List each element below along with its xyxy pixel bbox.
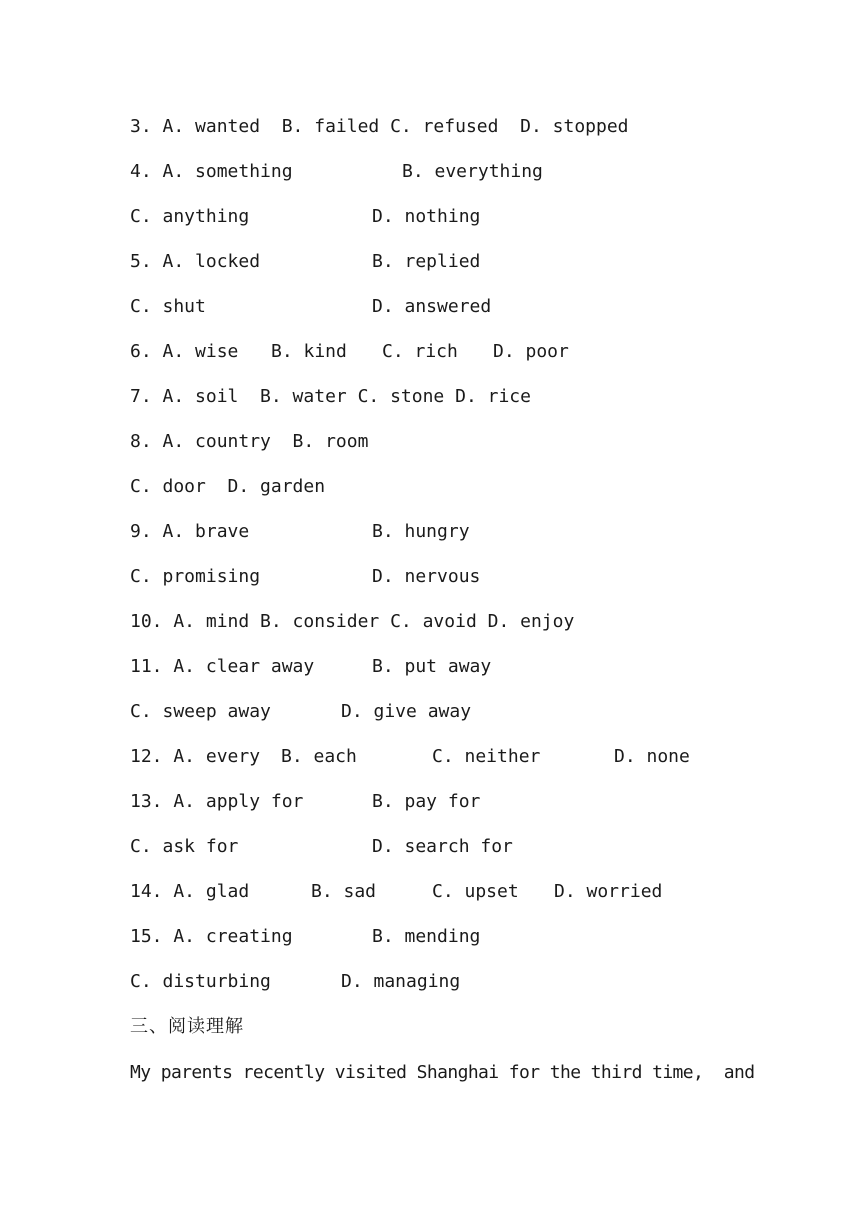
option-text: D. poor: [493, 341, 569, 362]
question-line: [130, 924, 481, 950]
option-text: 10. A. mind B. consider C. avoid D. enjoy: [130, 611, 575, 632]
option-text: 8. A. country B. room: [130, 431, 369, 452]
option-text: D. search for: [372, 836, 513, 857]
option-text: C. neither: [432, 746, 541, 767]
option-text: C. disturbing: [130, 971, 271, 992]
question-line: [130, 699, 472, 725]
question-line: [130, 249, 481, 275]
option-text: C. rich: [382, 341, 458, 362]
option-text: B. put away: [372, 656, 492, 677]
option-text: B. pay for: [372, 791, 481, 812]
option-text: C. shut: [130, 296, 206, 317]
option-text: B. kind: [271, 341, 347, 362]
question-line: [130, 564, 481, 590]
option-text: 4. A. something: [130, 161, 293, 182]
option-text: 7. A. soil B. water C. stone D. rice: [130, 386, 531, 407]
section-heading: 三、阅读理解: [130, 1016, 244, 1037]
option-text: D. worried: [554, 881, 663, 902]
option-text: B. replied: [372, 251, 481, 272]
option-text: 15. A. creating: [130, 926, 293, 947]
option-text: B. each: [281, 746, 357, 767]
question-line: [130, 159, 543, 185]
option-text: 3. A. wanted B. failed C. refused D. stopped: [130, 116, 629, 137]
option-text: C. promising: [130, 566, 261, 587]
question-line: [130, 879, 663, 905]
question-line: [130, 519, 470, 545]
option-text: D. nothing: [372, 206, 481, 227]
option-text: C. upset: [432, 881, 519, 902]
question-line: [130, 969, 461, 995]
option-text: C. sweep away: [130, 701, 271, 722]
option-text: 11. A. clear away: [130, 656, 315, 677]
option-text: B. everything: [402, 161, 543, 182]
question-line: [130, 294, 492, 320]
option-text: 9. A. brave: [130, 521, 250, 542]
question-line: [130, 474, 326, 500]
option-text: B. mending: [372, 926, 481, 947]
option-text: 6. A. wise: [130, 341, 239, 362]
question-line: [130, 834, 513, 860]
question-line: [130, 744, 690, 770]
question-line: [130, 384, 531, 410]
option-text: D. give away: [341, 701, 472, 722]
option-text: 12. A. every: [130, 746, 261, 767]
option-text: D. nervous: [372, 566, 481, 587]
question-line: [130, 429, 369, 455]
question-line: [130, 114, 629, 140]
option-text: C. ask for: [130, 836, 239, 857]
question-line: [130, 789, 481, 815]
question-line: [130, 339, 569, 365]
option-text: B. sad: [311, 881, 377, 902]
option-text: 14. A. glad: [130, 881, 250, 902]
option-text: 5. A. locked: [130, 251, 261, 272]
question-line: [130, 609, 575, 635]
option-text: C. anything: [130, 206, 250, 227]
question-line: [130, 204, 481, 230]
option-text: D. none: [614, 746, 690, 767]
option-text: D. managing: [341, 971, 461, 992]
option-text: B. hungry: [372, 521, 470, 542]
option-text: C. door D. garden: [130, 476, 326, 497]
option-text: 13. A. apply for: [130, 791, 304, 812]
reading-passage-line: My parents recently visited Shanghai for the third time, and: [130, 1062, 755, 1083]
question-line: [130, 654, 492, 680]
option-text: D. answered: [372, 296, 492, 317]
